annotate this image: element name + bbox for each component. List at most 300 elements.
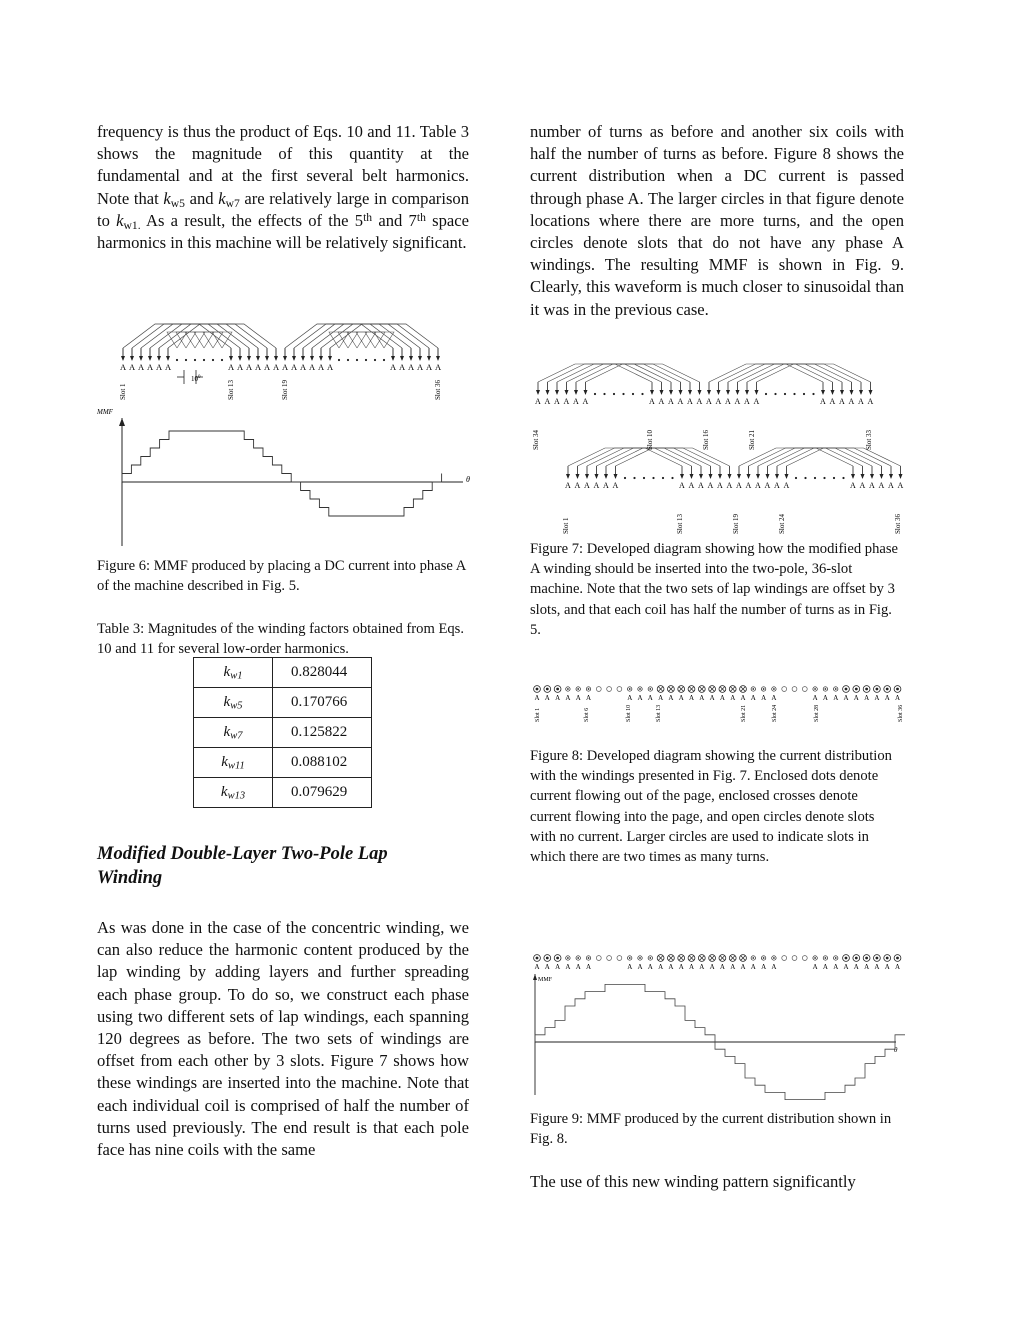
phase-letter: A bbox=[783, 481, 790, 490]
axis-arrowhead bbox=[533, 974, 537, 980]
phase-letter: A bbox=[696, 397, 703, 406]
slot-label: Slot 10 bbox=[626, 704, 632, 722]
current-out-dot bbox=[825, 957, 827, 959]
phase-letter: A bbox=[699, 963, 705, 971]
conductor-arrowhead bbox=[699, 474, 703, 479]
phase-letter: A bbox=[709, 694, 715, 702]
phase-letter: A bbox=[750, 694, 756, 702]
empty-slot bbox=[617, 956, 622, 961]
slot-labels bbox=[119, 379, 442, 400]
paragraph-text: The use of this new winding pattern significantly bbox=[530, 1172, 856, 1191]
conductor-arrowhead bbox=[766, 474, 770, 479]
table-cell-symbol: $k_{w7}$ bbox=[194, 718, 273, 748]
conductor-arrowhead bbox=[660, 390, 664, 395]
phase-letter: A bbox=[858, 397, 864, 406]
subscript: w7 bbox=[225, 196, 240, 210]
conductor-arrowhead bbox=[851, 474, 855, 479]
current-out-dot bbox=[896, 688, 899, 691]
phase-letter: A bbox=[850, 481, 856, 490]
slot-label: Slot 33 bbox=[865, 429, 873, 450]
empty-slot bbox=[607, 956, 612, 961]
phase-letter: A bbox=[730, 963, 736, 971]
conductor-arrowhead bbox=[274, 356, 278, 361]
current-out-dot bbox=[855, 688, 858, 691]
coil-arc bbox=[347, 332, 367, 348]
conductor-arrowhead bbox=[861, 474, 865, 479]
phase-letter: A bbox=[565, 481, 571, 490]
current-out-dot bbox=[556, 957, 559, 960]
left-paragraph-1 bbox=[97, 121, 469, 254]
paragraph-text: number of turns as before and another six coils with half the number of turns as before. Figure 8 shows the current distribution when a DC current is passed through phase A. The larger circles in that figure denote locations where there are more turns, and the open circles denote slots that do not have any phase A windings. The resulting MMF is shown in Fig. 9. Clearly, this waveform is much closer to sinusoidal than it was in the previous case. bbox=[530, 122, 904, 319]
coil-arc bbox=[738, 364, 852, 382]
phase-letter: A bbox=[637, 694, 643, 702]
current-out-dot bbox=[814, 688, 816, 690]
empty-slot-dot bbox=[765, 393, 767, 395]
current-out-dot bbox=[577, 957, 579, 959]
phase-letter: A bbox=[534, 963, 540, 971]
phase-letter: A bbox=[435, 362, 442, 372]
empty-slot bbox=[802, 687, 807, 692]
conductor-arrowhead bbox=[680, 474, 684, 479]
mmf-waveform bbox=[122, 431, 442, 516]
slot-labels-top bbox=[532, 429, 873, 450]
symbol-k: k bbox=[116, 210, 124, 230]
phase-letter: A bbox=[309, 362, 316, 372]
phase-letters bbox=[535, 694, 901, 702]
phase-letter: A bbox=[237, 362, 244, 372]
empty-slot-dot bbox=[842, 477, 844, 479]
phase-letter: A bbox=[318, 362, 325, 372]
phase-letter: A bbox=[544, 963, 550, 971]
phase-letter: A bbox=[833, 963, 839, 971]
conductor-arrowhead bbox=[821, 390, 825, 395]
conductor-arrowhead bbox=[698, 390, 702, 395]
empty-slot bbox=[782, 956, 787, 961]
current-out-dot bbox=[546, 688, 549, 691]
current-out-dot bbox=[845, 688, 848, 691]
phase-letter: A bbox=[255, 362, 262, 372]
phase-letter: A bbox=[719, 963, 725, 971]
phase-letter: A bbox=[554, 397, 560, 406]
text-run: and bbox=[184, 188, 219, 208]
empty-slot bbox=[792, 956, 797, 961]
conductor-arrows bbox=[121, 348, 440, 361]
phase-letter: A bbox=[165, 362, 172, 372]
phase-letter: A bbox=[853, 694, 859, 702]
empty-slot-dot bbox=[176, 359, 178, 361]
phase-letter: A bbox=[761, 963, 767, 971]
phase-letter: A bbox=[839, 397, 845, 406]
slot-label: Slot 34 bbox=[532, 429, 540, 450]
conductor-arrowhead bbox=[229, 356, 233, 361]
conductor-arrowhead bbox=[747, 474, 751, 479]
text-run: As a result, the effects of the 5 bbox=[140, 210, 364, 230]
empty-slot-dot bbox=[795, 477, 797, 479]
table-cell-value: 0.170766 bbox=[273, 688, 372, 718]
coil-arcs bbox=[123, 324, 438, 348]
slot-label: Slot 21 bbox=[748, 429, 756, 450]
phase-letter: A bbox=[574, 481, 581, 490]
phase-letter: A bbox=[812, 694, 818, 702]
slot-label: Slot 1 bbox=[535, 707, 541, 722]
subscript: w1. bbox=[123, 218, 141, 232]
conductor-arrowhead bbox=[130, 356, 134, 361]
phase-letter: A bbox=[228, 362, 235, 372]
conductor-arrowhead bbox=[409, 356, 413, 361]
conductor-arrowhead bbox=[121, 356, 125, 361]
conductor-arrowhead bbox=[755, 390, 759, 395]
conductor-arrowhead bbox=[301, 356, 305, 361]
phase-letter: A bbox=[771, 694, 777, 702]
phase-letter: A bbox=[698, 481, 704, 490]
empty-slot-dot bbox=[194, 359, 196, 361]
slot-label: Slot 6 bbox=[584, 707, 590, 722]
symbol-k: k bbox=[163, 188, 171, 208]
empty-slot bbox=[782, 687, 787, 692]
empty-slot-dot bbox=[203, 359, 205, 361]
current-distribution bbox=[534, 955, 901, 962]
figure-7-caption: Figure 7: Developed diagram showing how the modified phase A winding should be inserted into the two-pole, 36-slot machine. Note that the two sets of lap windings are offset by 3 slots, and that each coil has half the number of turns as in Fig. 5. bbox=[530, 541, 899, 638]
conductor-arrowhead bbox=[574, 390, 578, 395]
current-out-dot bbox=[845, 957, 848, 960]
conductor-arrowhead bbox=[418, 356, 422, 361]
text-run: frequency is thus the product of Eqs. 10 and 11. Table 3 shows the magnitude of this quantity at the fundamental and at the first several belt harmonics. Note that bbox=[97, 122, 469, 208]
conductor-arrowhead bbox=[756, 474, 760, 479]
empty-slot-dot bbox=[356, 359, 358, 361]
slot-label: Slot 10 bbox=[646, 429, 654, 450]
conductor-arrowhead bbox=[880, 474, 884, 479]
empty-slot-dot bbox=[812, 393, 814, 395]
conductor-arrowhead bbox=[745, 390, 749, 395]
conductor-arrowhead bbox=[328, 356, 332, 361]
current-out-dot bbox=[773, 957, 775, 959]
phase-letter: A bbox=[565, 694, 571, 702]
table-row bbox=[194, 718, 372, 748]
conductor-arrowhead bbox=[688, 390, 692, 395]
current-out-dot bbox=[639, 957, 641, 959]
conductor-arrowhead bbox=[319, 356, 323, 361]
slot-label: Slot 36 bbox=[894, 513, 902, 534]
slot-label: Slot 1 bbox=[119, 383, 127, 400]
current-out-dot bbox=[649, 688, 651, 690]
phase-letter: A bbox=[677, 397, 684, 406]
phase-letter: A bbox=[859, 481, 866, 490]
phase-letter: A bbox=[586, 963, 592, 971]
table-row bbox=[194, 658, 372, 688]
figure-7-diagram bbox=[528, 362, 908, 542]
conductor-arrowhead bbox=[584, 390, 588, 395]
phase-letter: A bbox=[555, 694, 561, 702]
phase-letter: A bbox=[687, 397, 693, 406]
phase-letter: A bbox=[734, 397, 741, 406]
phase-letter: A bbox=[390, 362, 397, 372]
coil-arc bbox=[185, 332, 205, 348]
slot-label: Slot 36 bbox=[434, 379, 442, 400]
phase-letter: A bbox=[689, 963, 695, 971]
phase-letter: A bbox=[582, 397, 589, 406]
table-3-caption: Table 3: Magnitudes of the winding factors obtained from Eqs. 10 and 11 for several low-order harmonics. bbox=[97, 621, 464, 658]
phase-letter: A bbox=[895, 694, 901, 702]
empty-slot-dot bbox=[338, 359, 340, 361]
conductor-arrowhead bbox=[604, 474, 608, 479]
conductor-arrowhead bbox=[283, 356, 287, 361]
slot-label: Slot 24 bbox=[772, 704, 778, 722]
current-out-dot bbox=[886, 688, 889, 691]
phase-letter: A bbox=[761, 694, 767, 702]
current-out-dot bbox=[825, 688, 827, 690]
phase-letter: A bbox=[647, 694, 653, 702]
phase-letter: A bbox=[647, 963, 653, 971]
slot-label: Slot 19 bbox=[732, 513, 740, 534]
right-paragraph-2 bbox=[530, 1171, 904, 1193]
empty-slot-dot bbox=[643, 477, 645, 479]
slot-label: Slot 36 bbox=[898, 704, 904, 722]
current-out-dot bbox=[835, 957, 837, 959]
empty-slot-dot bbox=[185, 359, 187, 361]
phase-letter: A bbox=[848, 397, 855, 406]
section-heading: Modified Double-Layer Two-Pole Lap Winding bbox=[97, 844, 388, 888]
figure-8-caption: Figure 8: Developed diagram showing the current distribution with the windings presented in Fig. 7. Enclosed dots denote current flowing out of the page, enclosed crosses denote current flowing into the page, and open circles denote slots with no current. Larger circles are used to indicate slots in which there are two times as many turns. bbox=[530, 748, 892, 866]
phase-letters bbox=[120, 362, 442, 372]
conductor-arrowhead bbox=[650, 390, 654, 395]
empty-slot-dot bbox=[383, 359, 385, 361]
phase-letter: A bbox=[668, 694, 674, 702]
table-cell-value: 0.125822 bbox=[273, 718, 372, 748]
empty-slot-dot bbox=[632, 393, 634, 395]
current-out-dot bbox=[855, 957, 858, 960]
conductor-arrowhead bbox=[436, 356, 440, 361]
phase-letter: A bbox=[627, 694, 633, 702]
empty-slot-dot bbox=[603, 393, 605, 395]
phase-letter: A bbox=[264, 362, 271, 372]
empty-slot bbox=[792, 687, 797, 692]
conductor-arrowhead bbox=[585, 474, 589, 479]
phase-letter: A bbox=[678, 694, 684, 702]
coil-arc bbox=[587, 448, 701, 466]
phase-letter: A bbox=[878, 481, 885, 490]
conductor-arrowhead bbox=[247, 356, 251, 361]
phase-letters bbox=[535, 963, 901, 971]
current-out-dot bbox=[763, 688, 765, 690]
current-distribution bbox=[534, 686, 901, 693]
conductor-arrowhead bbox=[679, 390, 683, 395]
phase-letter: A bbox=[300, 362, 307, 372]
phase-letter: A bbox=[120, 362, 127, 372]
phase-letter: A bbox=[706, 397, 712, 406]
slot-label: Slot 13 bbox=[227, 379, 235, 400]
empty-slot-dot bbox=[622, 393, 624, 395]
conductor-arrowhead bbox=[400, 356, 404, 361]
conductor-arrowhead bbox=[840, 390, 844, 395]
phase-letter: A bbox=[709, 963, 715, 971]
current-out-dot bbox=[629, 957, 631, 959]
empty-slot bbox=[607, 687, 612, 692]
current-out-dot bbox=[546, 957, 549, 960]
phase-letter: A bbox=[586, 694, 592, 702]
coil-arc bbox=[728, 364, 842, 382]
coil-arc bbox=[567, 364, 681, 382]
phase-letter: A bbox=[764, 481, 771, 490]
phase-letter: A bbox=[869, 481, 875, 490]
conductor-arrowhead bbox=[546, 390, 550, 395]
slot-label: Slot 24 bbox=[778, 513, 786, 534]
conductor-arrowhead bbox=[256, 356, 260, 361]
phase-letter: A bbox=[534, 694, 540, 702]
conductor-arrowhead bbox=[238, 356, 242, 361]
conductor-arrowhead bbox=[555, 390, 559, 395]
phase-letter: A bbox=[417, 362, 424, 372]
conductor-arrowhead bbox=[139, 356, 143, 361]
axis-arrowhead bbox=[119, 418, 125, 426]
conductor-arrowhead bbox=[718, 474, 722, 479]
empty-slot-dot bbox=[774, 393, 776, 395]
conductor-arrowhead bbox=[869, 390, 873, 395]
phase-letter: A bbox=[699, 694, 705, 702]
phase-letter: A bbox=[725, 397, 731, 406]
phase-letter: A bbox=[575, 963, 581, 971]
current-out-dot bbox=[752, 957, 754, 959]
superscript: th bbox=[416, 210, 426, 224]
phase-letter: A bbox=[147, 362, 154, 372]
conductor-arrowhead bbox=[427, 356, 431, 361]
conductor-arrowhead bbox=[536, 390, 540, 395]
mmf-axis-label: MMF bbox=[538, 977, 553, 983]
lap-winding-sets bbox=[535, 364, 904, 490]
slot-label: Slot 13 bbox=[676, 513, 684, 534]
phase-letter: A bbox=[755, 481, 761, 490]
phase-letter: A bbox=[668, 963, 674, 971]
conductor-arrowhead bbox=[728, 474, 732, 479]
phase-letter: A bbox=[658, 963, 664, 971]
empty-slot-dot bbox=[823, 477, 825, 479]
phase-letter: A bbox=[895, 963, 901, 971]
empty-slot-dot bbox=[784, 393, 786, 395]
conductor-arrowhead bbox=[870, 474, 874, 479]
empty-slot-dot bbox=[365, 359, 367, 361]
empty-slot bbox=[596, 687, 601, 692]
empty-slot-dot bbox=[594, 393, 596, 395]
phase-letter: A bbox=[812, 963, 818, 971]
phase-letter: A bbox=[833, 694, 839, 702]
figure-8-diagram bbox=[528, 680, 908, 728]
phase-letter: A bbox=[719, 694, 725, 702]
current-out-dot bbox=[567, 957, 569, 959]
conductor-arrowhead bbox=[859, 390, 863, 395]
slot-label: Slot 28 bbox=[814, 704, 820, 722]
phase-letter: A bbox=[637, 963, 643, 971]
phase-letter: A bbox=[874, 694, 880, 702]
phase-letter: A bbox=[649, 397, 655, 406]
phase-letter: A bbox=[874, 963, 880, 971]
pitch-label: $10^0$ bbox=[191, 375, 201, 383]
theta-axis-label: θ bbox=[894, 1046, 898, 1054]
phase-letter: A bbox=[829, 397, 836, 406]
phase-letter: A bbox=[678, 963, 684, 971]
conductor-arrowhead bbox=[292, 356, 296, 361]
empty-slot bbox=[617, 687, 622, 692]
conductor-arrowhead bbox=[265, 356, 269, 361]
mmf-axis-label: MMF bbox=[97, 408, 113, 416]
phase-letter: A bbox=[612, 481, 619, 490]
phase-letter: A bbox=[658, 694, 664, 702]
phase-letter: A bbox=[740, 963, 746, 971]
conductor-arrowhead bbox=[614, 474, 618, 479]
phase-letter: A bbox=[282, 362, 289, 372]
phase-letter: A bbox=[897, 481, 904, 490]
phase-letter: A bbox=[273, 362, 280, 372]
empty-slot-dot bbox=[662, 477, 664, 479]
table-cell-symbol: $k_{w13}$ bbox=[194, 778, 273, 808]
symbol-k: k bbox=[218, 188, 226, 208]
current-out-dot bbox=[896, 957, 899, 960]
empty-slot-dot bbox=[641, 393, 643, 395]
phase-letter: A bbox=[867, 397, 874, 406]
empty-slot-dot bbox=[671, 477, 673, 479]
current-out-dot bbox=[588, 688, 590, 690]
conductor-arrowhead bbox=[736, 390, 740, 395]
empty-slot-dot bbox=[221, 359, 223, 361]
current-out-dot bbox=[577, 688, 579, 690]
figure-6-caption: Figure 6: MMF produced by placing a DC current into phase A of the machine described in Fig. 5. bbox=[97, 558, 466, 595]
table-cell-value: 0.828044 bbox=[273, 658, 372, 688]
text-run: space harmonics in this machine will be relatively significant. bbox=[97, 210, 469, 253]
conductor-arrowhead bbox=[566, 474, 570, 479]
phase-letter: A bbox=[884, 694, 890, 702]
phase-letter: A bbox=[544, 694, 550, 702]
empty-slot-dot bbox=[814, 477, 816, 479]
phase-letter: A bbox=[399, 362, 406, 372]
table-cell-symbol: $k_{w11}$ bbox=[194, 748, 273, 778]
phase-letter: A bbox=[715, 397, 722, 406]
conductor-arrowhead bbox=[707, 390, 711, 395]
conductor-arrowhead bbox=[595, 474, 599, 479]
phase-letter: A bbox=[730, 694, 736, 702]
table-cell-value: 0.088102 bbox=[273, 748, 372, 778]
conductor-arrowhead bbox=[737, 474, 741, 479]
empty-slot-dot bbox=[804, 477, 806, 479]
current-out-dot bbox=[763, 957, 765, 959]
conductor-arrowhead bbox=[148, 356, 152, 361]
phase-letter: A bbox=[573, 397, 579, 406]
figure-9-diagram bbox=[528, 950, 908, 1110]
phase-letter: A bbox=[688, 481, 695, 490]
winding-factor-table bbox=[193, 657, 372, 808]
conductor-arrowhead bbox=[717, 390, 721, 395]
empty-slot-dot bbox=[212, 359, 214, 361]
phase-letter: A bbox=[888, 481, 894, 490]
current-out-dot bbox=[588, 957, 590, 959]
slot-label: Slot 13 bbox=[656, 704, 662, 722]
phase-letter: A bbox=[679, 481, 685, 490]
phase-letter: A bbox=[822, 694, 828, 702]
theta-axis-label: θ bbox=[466, 475, 470, 484]
conductor-arrowhead bbox=[157, 356, 161, 361]
slot-label: Slot 1 bbox=[562, 517, 570, 534]
current-out-dot bbox=[752, 688, 754, 690]
phase-letter: A bbox=[563, 397, 570, 406]
phase-letter: A bbox=[717, 481, 723, 490]
conductor-arrowhead bbox=[166, 356, 170, 361]
table-row bbox=[194, 778, 372, 808]
table-row bbox=[194, 688, 372, 718]
phase-letter: A bbox=[853, 963, 859, 971]
current-out-dot bbox=[865, 688, 868, 691]
phase-letter: A bbox=[753, 397, 760, 406]
phase-letter: A bbox=[740, 694, 746, 702]
coil-arc bbox=[356, 332, 376, 348]
phase-letter: A bbox=[822, 963, 828, 971]
phase-letter: A bbox=[843, 963, 849, 971]
